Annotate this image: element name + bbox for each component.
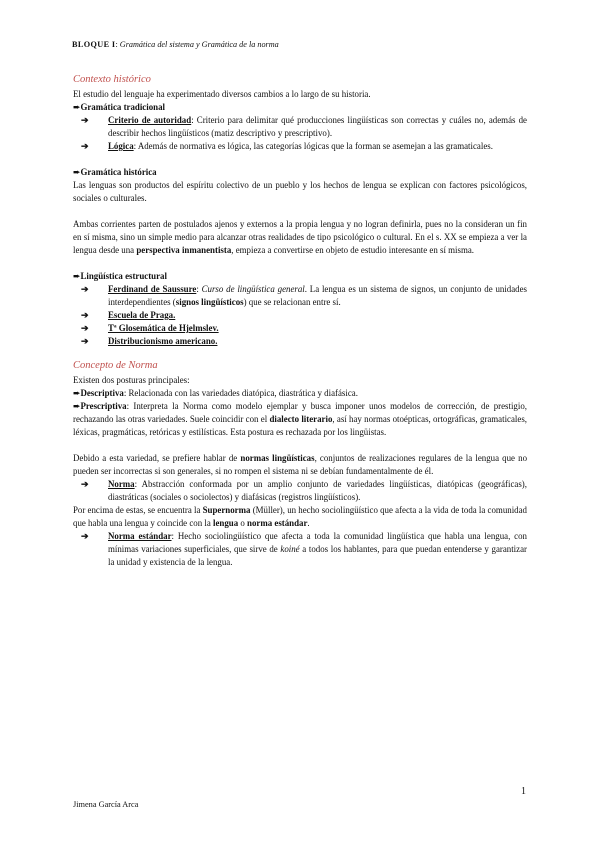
text-run: , así hay normas otoépticas, ortográficas, gramaticales, léxicas, pragmáticas, retóricas y estilísticas. Esta postura es rechazada por los lingüistas. bbox=[73, 414, 528, 437]
subheading-label: Gramática tradicional bbox=[80, 102, 165, 112]
bullet-list bbox=[73, 114, 527, 153]
bullet-list bbox=[73, 283, 527, 348]
italic-run: koiné bbox=[280, 544, 300, 554]
list-item bbox=[81, 322, 527, 335]
pointer-icon: ➨ bbox=[73, 271, 81, 281]
term: Tª Glosemática de Hjelmslev. bbox=[108, 323, 219, 333]
spacer bbox=[73, 205, 527, 218]
text-run: . La lengua es un sistema de signos, un conjunto de unidades interdependientes ( bbox=[108, 284, 528, 307]
pointer-icon: ➨ bbox=[73, 388, 81, 398]
list-item bbox=[81, 283, 528, 309]
text-run: Por encima de estas, se encuentra la bbox=[73, 505, 203, 515]
arrow-icon: ➔ bbox=[81, 323, 89, 333]
bold-run: Descriptiva bbox=[80, 388, 124, 398]
text-run: (Müller), un hecho sociolingüístico que afecta a la vida de toda la comunidad que habla una lengua y coincide con la bbox=[73, 505, 527, 528]
spacer bbox=[73, 439, 527, 452]
subheading-gramatica-tradicional bbox=[73, 101, 527, 114]
paragraph bbox=[73, 387, 527, 400]
arrow-icon: ➔ bbox=[81, 310, 89, 320]
paragraph bbox=[73, 452, 527, 478]
bold-run: norma estándar bbox=[247, 518, 308, 528]
item-text: : Abstracción conformada por un amplio conjunto de variedades lingüísticas, diatópicas (geográficas), diastráticas (sociales o sociolectos) y diafásicas (registros lingüísticos). bbox=[108, 479, 527, 502]
spacer bbox=[73, 153, 527, 166]
list-item bbox=[81, 335, 527, 348]
term: Criterio de autoridad bbox=[108, 115, 192, 125]
list-item bbox=[81, 140, 527, 153]
paragraph: Las lenguas son productos del espíritu colectivo de un pueblo y los hechos de lengua se explican con factores psicológicos, sociales o culturales. bbox=[73, 180, 527, 203]
text-run: : Hecho sociolingüístico que afecta a toda la comunidad lingüística que habla una lengua, con mínimas variaciones superficiales, que sirve de bbox=[108, 531, 527, 554]
subheading-linguistica-estructural bbox=[73, 270, 527, 283]
text-run: , conjuntos de realizaciones regulares de la lengua que no pueden ser incorrectas si son generales, si no rompen el sistema ni se debían fundamentalmente de él. bbox=[73, 453, 528, 476]
paragraph: El estudio del lenguaje ha experimentado diversos cambios a lo largo de su historia. bbox=[73, 89, 371, 99]
pointer-icon: ➨ bbox=[73, 102, 81, 112]
spacer bbox=[73, 257, 527, 270]
term: Ferdinand de Saussure bbox=[108, 284, 197, 294]
subheading-label: Lingüística estructural bbox=[80, 271, 167, 281]
bold-run: dialecto literario bbox=[269, 414, 333, 424]
paragraph: Existen dos posturas principales: bbox=[73, 375, 190, 385]
bold-run: perspectiva inmanentista bbox=[136, 245, 232, 255]
paragraph bbox=[73, 504, 527, 530]
paragraph bbox=[73, 218, 527, 257]
page-header: BLOQUE I: Gramática del sistema y Gramática de la norma bbox=[72, 40, 279, 49]
list-item bbox=[81, 478, 527, 504]
bold-run: signos lingüísticos bbox=[175, 297, 244, 307]
bold-run: normas lingüísticas bbox=[240, 453, 315, 463]
section-title-contexto: Contexto histórico bbox=[73, 74, 151, 85]
arrow-icon: ➔ bbox=[81, 336, 89, 346]
list-item bbox=[81, 530, 527, 569]
page-number: 1 bbox=[521, 786, 526, 797]
header-label: BLOQUE I bbox=[72, 40, 116, 49]
item-text: : Criterio para delimitar qué producciones lingüísticas son correctas y cuáles no, además de describir hechos lingüísticos (matiz descriptivo y prescriptivo). bbox=[108, 115, 527, 138]
spacer bbox=[73, 348, 527, 354]
footer-author: Jimena García Arca bbox=[73, 800, 139, 809]
bold-run: Prescriptiva bbox=[80, 401, 127, 411]
text-run: , empieza a convertirse en objeto de estudio interesante en sí misma. bbox=[231, 245, 475, 255]
pointer-icon: ➨ bbox=[73, 167, 81, 177]
text-run: Ambas corrientes parten de postulados ajenos y externos a la propia lengua y no logran definirla, pues no la consideran un fin en sí misma, sino un simple medio para alcanzar otras realidades de tipo psicológico o cultural. En el s. XX se empieza a ver la lengua desde una bbox=[73, 219, 527, 255]
bold-run: lengua bbox=[212, 518, 239, 528]
arrow-icon: ➔ bbox=[81, 141, 89, 151]
text-run: Debido a esta variedad, se prefiere hablar de bbox=[73, 453, 241, 463]
arrow-icon: ➔ bbox=[81, 531, 89, 541]
document-body bbox=[73, 68, 527, 569]
bullet-list bbox=[73, 530, 527, 569]
term: Escuela de Praga. bbox=[108, 310, 176, 320]
list-item bbox=[81, 114, 527, 140]
italic-run: Curso de lingüística general bbox=[201, 284, 305, 294]
term: Norma bbox=[108, 479, 135, 489]
text-run: : Relacionada con las variedades diatópica, diastrática y diafásica. bbox=[123, 388, 358, 398]
arrow-icon: ➔ bbox=[81, 115, 89, 125]
term: Lógica bbox=[108, 141, 134, 151]
header-subtitle: Gramática del sistema y Gramática de la norma bbox=[119, 40, 279, 49]
subheading-gramatica-historica bbox=[73, 166, 527, 179]
paragraph bbox=[73, 400, 527, 439]
bold-run: Supernorma bbox=[202, 505, 251, 515]
arrow-icon: ➔ bbox=[81, 479, 89, 489]
list-item bbox=[81, 309, 527, 322]
item-text: : Además de normativa es lógica, las categorías lógicas que la forman se asemejan a las gramaticales. bbox=[133, 141, 493, 151]
text-run: . bbox=[307, 518, 310, 528]
text-run: : Interpreta la Norma como modelo ejemplar y busca imponer unos modelos de corrección, de prestigio, rechazando las otras variedades. Suele coincidir con el bbox=[73, 401, 527, 424]
bullet-list bbox=[73, 478, 527, 504]
text-run: o bbox=[238, 518, 248, 528]
text-run: a todos los hablantes, para que puedan entenderse y garantizar la unidad y existencia de la lengua. bbox=[108, 544, 527, 567]
text-run: : bbox=[196, 284, 202, 294]
text-run: ) que se relacionan entre sí. bbox=[243, 297, 341, 307]
term: Distribucionismo americano. bbox=[108, 336, 218, 346]
pointer-icon: ➨ bbox=[73, 401, 81, 411]
term: Norma estándar bbox=[108, 531, 172, 541]
arrow-icon: ➔ bbox=[81, 284, 89, 294]
subheading-label: Gramática histórica bbox=[80, 167, 157, 177]
section-title-norma: Concepto de Norma bbox=[73, 360, 158, 371]
